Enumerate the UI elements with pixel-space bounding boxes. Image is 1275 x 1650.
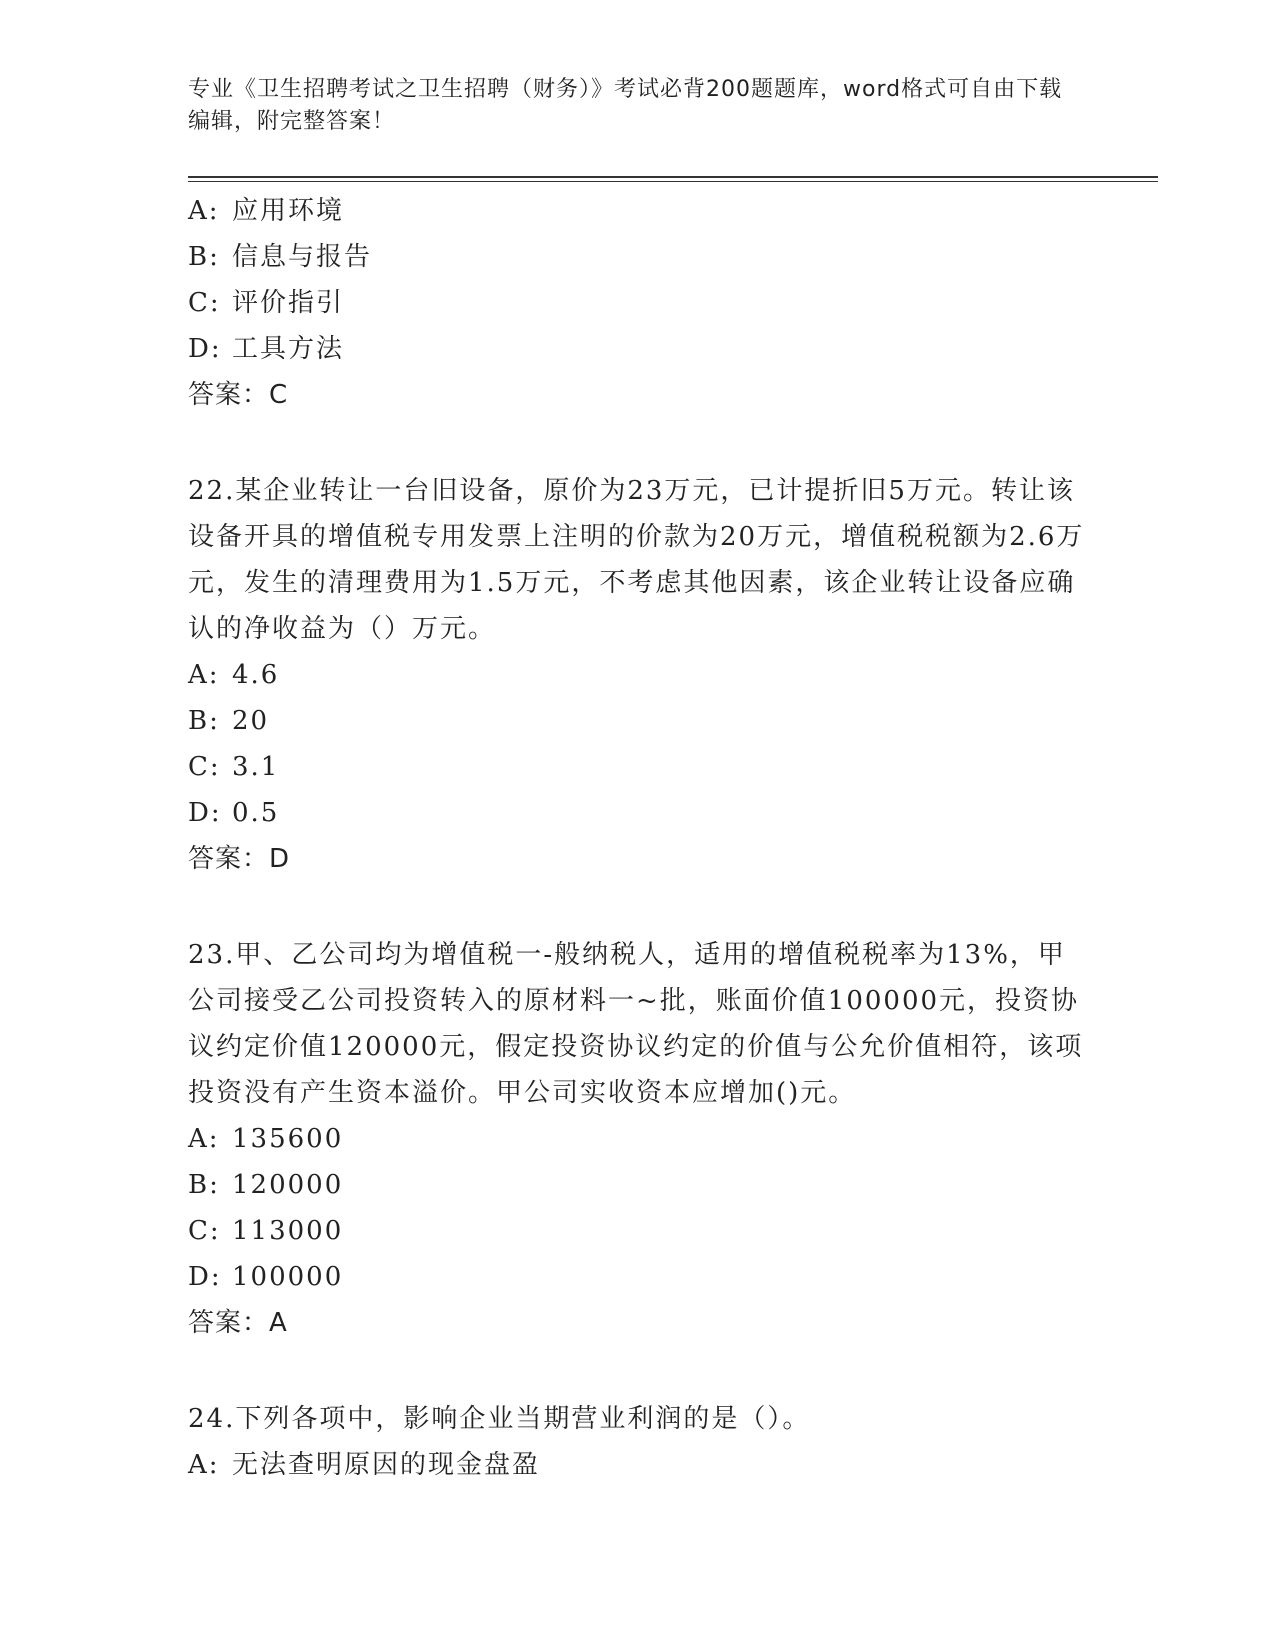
option-c	[188, 280, 1088, 326]
option-text: 100000	[232, 1262, 344, 1292]
header-divider-thick	[188, 176, 1158, 178]
option-text: 3.1	[232, 752, 280, 782]
option-a	[188, 1116, 1088, 1162]
option-text: 评价指引	[232, 288, 345, 318]
option-a	[188, 1442, 1088, 1488]
option-label: C:	[188, 288, 221, 318]
option-label: B:	[188, 1170, 220, 1200]
option-text: 工具方法	[232, 334, 345, 364]
option-label: A:	[188, 660, 220, 690]
option-b	[188, 1162, 1088, 1208]
option-label: A:	[188, 196, 220, 226]
option-d	[188, 790, 1088, 836]
option-text: 0.5	[232, 798, 280, 828]
option-text: 20	[232, 706, 270, 736]
option-text: 应用环境	[232, 196, 345, 226]
option-label: A:	[188, 1450, 220, 1480]
spacer	[188, 1346, 1088, 1396]
option-label: C:	[188, 1216, 221, 1246]
option-label: A:	[188, 1124, 220, 1154]
option-label: D:	[188, 334, 222, 364]
question-block-22	[188, 468, 1088, 882]
question-block-21	[188, 188, 1088, 418]
option-text: 120000	[232, 1170, 344, 1200]
option-label: D:	[188, 798, 222, 828]
option-a	[188, 188, 1088, 234]
option-label: C:	[188, 752, 221, 782]
document-header: 专业《卫生招聘考试之卫生招聘（财务）》考试必背200题题库，word格式可自由下载编辑，附完整答案！	[188, 77, 1063, 134]
question-block-24	[188, 1396, 1088, 1488]
option-label: B:	[188, 706, 220, 736]
answer-line: 答案：C	[188, 380, 289, 410]
option-text: 无法查明原因的现金盘盈	[232, 1450, 541, 1480]
option-c	[188, 744, 1088, 790]
question-stem: 23.甲、乙公司均为增值税一-般纳税人，适用的增值税税率为13%，甲公司接受乙公司投资转入的原材料一~批，账面价值100000元，投资协议约定价值120000元，假定投资协议约定的价值与公允价值相符，该项投资没有产生资本溢价。甲公司实收资本应增加()元。	[188, 940, 1084, 1108]
question-stem: 24.下列各项中，影响企业当期营业利润的是（）。	[188, 1404, 811, 1434]
answer-line: 答案：A	[188, 1308, 288, 1338]
option-text: 135600	[232, 1124, 344, 1154]
answer-line: 答案：D	[188, 844, 291, 874]
option-c	[188, 1208, 1088, 1254]
option-b	[188, 698, 1088, 744]
spacer	[188, 882, 1088, 932]
option-label: B:	[188, 242, 220, 272]
option-a	[188, 652, 1088, 698]
question-stem: 22.某企业转让一台旧设备，原价为23万元，已计提折旧5万元。转让该设备开具的增值税专用发票上注明的价款为20万元，增值税税额为2.6万元，发生的清理费用为1.5万元，不考虑其他因素，该企业转让设备应确认的净收益为（）万元。	[188, 476, 1085, 644]
spacer	[188, 418, 1088, 468]
option-d	[188, 1254, 1088, 1300]
option-label: D:	[188, 1262, 222, 1292]
header-divider-thin	[188, 181, 1158, 182]
option-b	[188, 234, 1088, 280]
option-text: 4.6	[232, 660, 280, 690]
option-d	[188, 326, 1088, 372]
option-text: 113000	[232, 1216, 344, 1246]
option-text: 信息与报告	[232, 242, 373, 272]
question-block-23	[188, 932, 1088, 1346]
question-list	[188, 188, 1088, 1488]
